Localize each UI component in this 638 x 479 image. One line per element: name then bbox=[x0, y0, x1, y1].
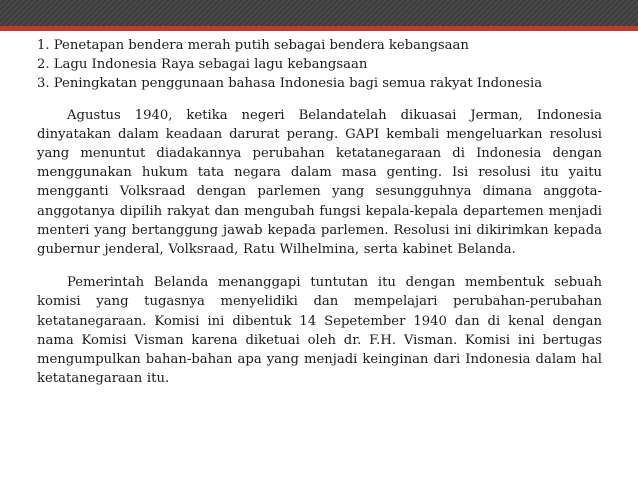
list-item-2: 2. Lagu Indonesia Raya sebagai lagu kebangsaan bbox=[37, 57, 368, 73]
paragraph-resolution: Agustus 1940, ketika negeri Belandatelah dikuasai Jerman, Indonesia dinyatakan dalam keadaan darurat perang. GAPI kembali mengeluarkan resolusi yang menuntut diadakannya perubahan ketatanegaraan di Indonesia dengan menggunakan hukum tata negara dalam masa genting. Isi resolusi itu yaitu mengganti Volksraad dengan parlemen yang sesungguhnya dimana anggota-anggotanya dipilih rakyat dan mengubah fungsi kepala-kepala departemen menjadi menteri yang bertanggung jawab kepada parlemen. Resolusi ini dikirimkan kepada gubernur jenderal, Volksraad, Ratu Wilhelmina, serta kabinet Belanda. bbox=[37, 107, 602, 258]
slide-accent-strip bbox=[0, 26, 638, 31]
list-item-3: 3. Peningkatan penggunaan bahasa Indonesia bagi semua rakyat Indonesia bbox=[37, 76, 543, 92]
slide-header-bar bbox=[0, 0, 638, 26]
list-item-1: 1. Penetapan bendera merah putih sebagai bendera kebangsaan bbox=[37, 38, 469, 53]
slide-content bbox=[37, 36, 602, 388]
paragraph-visman-commission: Pemerintah Belanda menanggapi tuntutan itu dengan membentuk sebuah komisi yang tugasnya menyelidiki dan mempelajari perubahan-perubahan ketatanegaraan. Komisi ini dibentuk 14 Sepetember 1940 dan di kenal dengan nama Komisi Visman karena diketuai oleh dr. F.H. Visman. Komisi ini bertugas mengumpulkan bahan-bahan apa yang menjadi keinginan dari Indonesia dalam hal ketatanegaraan itu. bbox=[37, 275, 602, 387]
